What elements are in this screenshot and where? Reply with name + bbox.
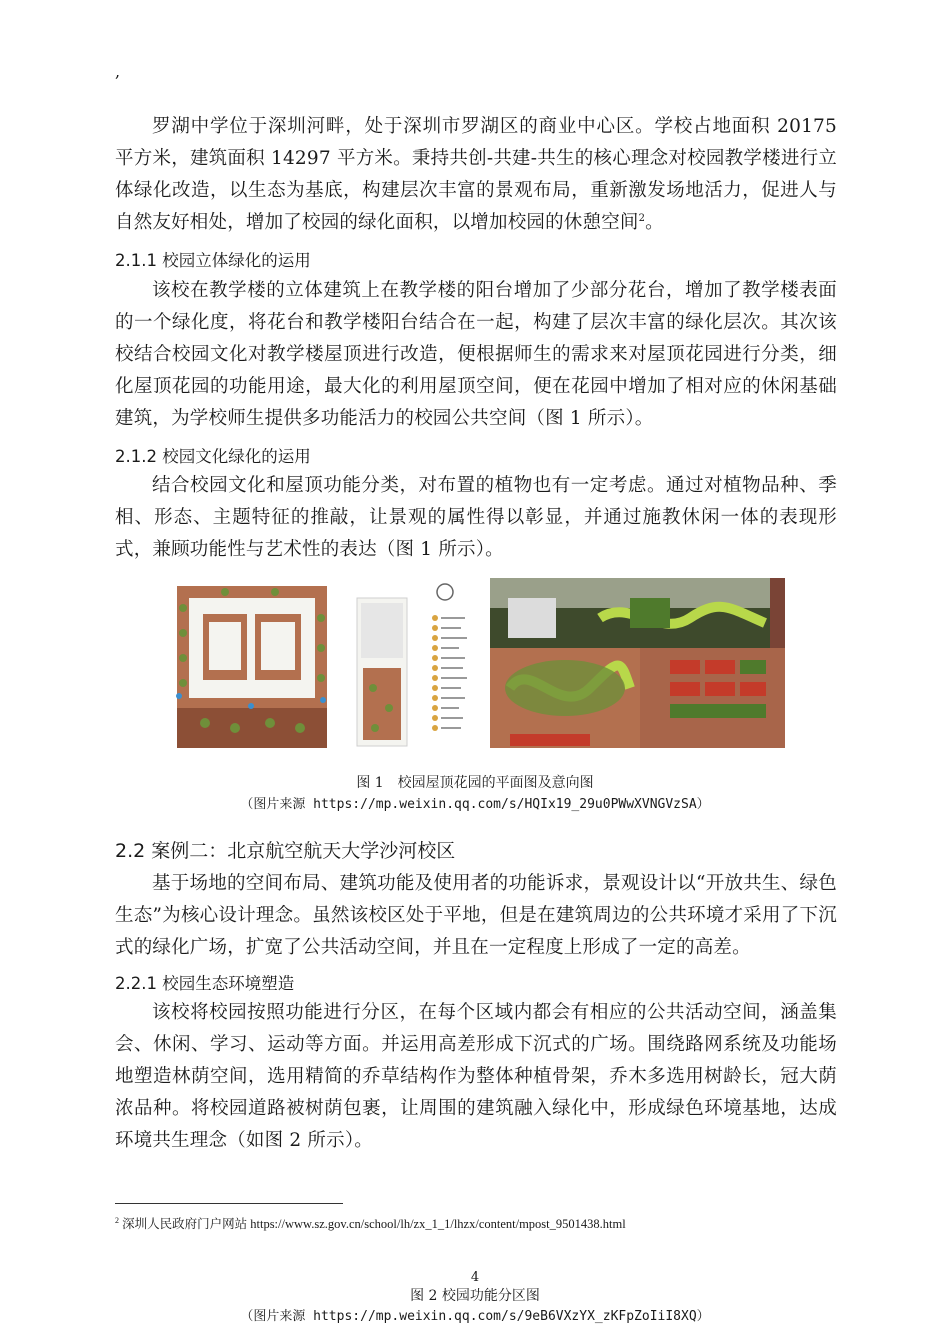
paragraph-ecology: 该校将校园按照功能进行分区，在每个区域内都会有相应的公共活动空间，涵盖集会、休闲、学习、运动等方面。并运用高差形成下沉式的广场。围绕路网系统及功能场地塑造林荫空间，选用精简的乔草结构作为整体种植骨架，乔木多选用树龄长，冠大荫浓品种。将校园道路被树荫包裹，让周围的建筑融入绿化中，形成绿色环境基地，达成环境共生理念（如图 2 所示）。 [115,1002,837,1151]
paragraph-vertical-greening: 该校在教学楼的立体建筑上在教学楼的阳台增加了少部分花台，增加了教学楼表面的一个绿化度，将花台和教学楼阳台结合在一起，构建了层次丰富的绿化层次。其次该校结合校园文化对教学楼屋顶进行改造，便根据师生的需求来对屋顶花园进行分类，细化屋顶花园的功能用途，最大化的利用屋顶空间，便在花园中增加了相对应的休闲基础建筑，为学校师生提供多功能活力的校园公共空间（图 1 所示）。 [115,280,837,429]
footnote: $^2$ 深圳人民政府门户网站 https://www.sz.gov.cn/school/lh/zx_1_1/lhzx/content/mpost_9501438.html [115,1215,626,1231]
stray-mark: , [115,62,121,81]
paragraph-culture-greening: 结合校园文化和屋顶功能分类，对布置的植物也有一定考虑。通过对植物品种、季相、形态、主题特征的推敲，让景观的属性得以彰显，并通过施教休闲一体的表现形式，兼顾功能性与艺术性的表达（图 1 所示）。 [115,475,837,560]
heading-2-2-1: 2.2.1 校园生态环境塑造 [115,974,295,993]
footnote-ref[interactable]: 2 [638,212,646,224]
footnote-text[interactable]: 深圳人民政府门户网站 https://www.sz.gov.cn/school/lh/zx_1_1/lhzx/content/mpost_9501438.html [122,1217,626,1231]
figure1-caption: 图 1 校园屋顶花园的平面图及意向图 [356,775,594,791]
heading-2-1-2: 2.1.2 校园文化绿化的运用 [115,447,311,466]
heading-2-1-1: 2.1.1 校园立体绿化的运用 [115,251,311,270]
rooftop-garden-photo [490,578,785,748]
page-number: 4 [470,1270,480,1285]
figure2-caption: 图 2 校园功能分区图 [410,1288,540,1304]
paragraph-beihang-intro: 基于场地的空间布局、建筑功能及使用者的功能诉求，景观设计以“开放共生、绿色生态”为核心设计理念。虽然该校区处于平地，但是在建筑周边的公共环境才采用了下沉式的绿化广场，扩宽了公共活动空间，并且在一定程度上形成了一定的高差。 [115,873,837,958]
figure2-source: （图片来源 https://mp.weixin.qq.com/s/9eB6VXzYX_zKFpZoIiI8XQ） [240,1309,710,1324]
heading-2-2: 2.2 案例二：北京航空航天大学沙河校区 [115,840,456,862]
figure1-source: （图片来源 https://mp.weixin.qq.com/s/HQIx19_29u0PWwXVNGVzSA） [240,797,710,812]
rooftop-plan-drawing [175,578,473,748]
footnote-divider [115,1203,343,1204]
paragraph-luohu-intro: 罗湖中学位于深圳河畔，处于深圳市罗湖区的商业中心区。学校占地面积 20175 平方米，建筑面积 14297 平方米。秉持共创-共建-共生的核心理念对校园教学楼进行立体绿化改造，以生态为基底，构建层次丰富的景观布局，重新激发场地活力，促进人与自然友好相处，增加了校园的绿化面积，以增加校园的休憩空间$^2$。 [115,116,837,233]
